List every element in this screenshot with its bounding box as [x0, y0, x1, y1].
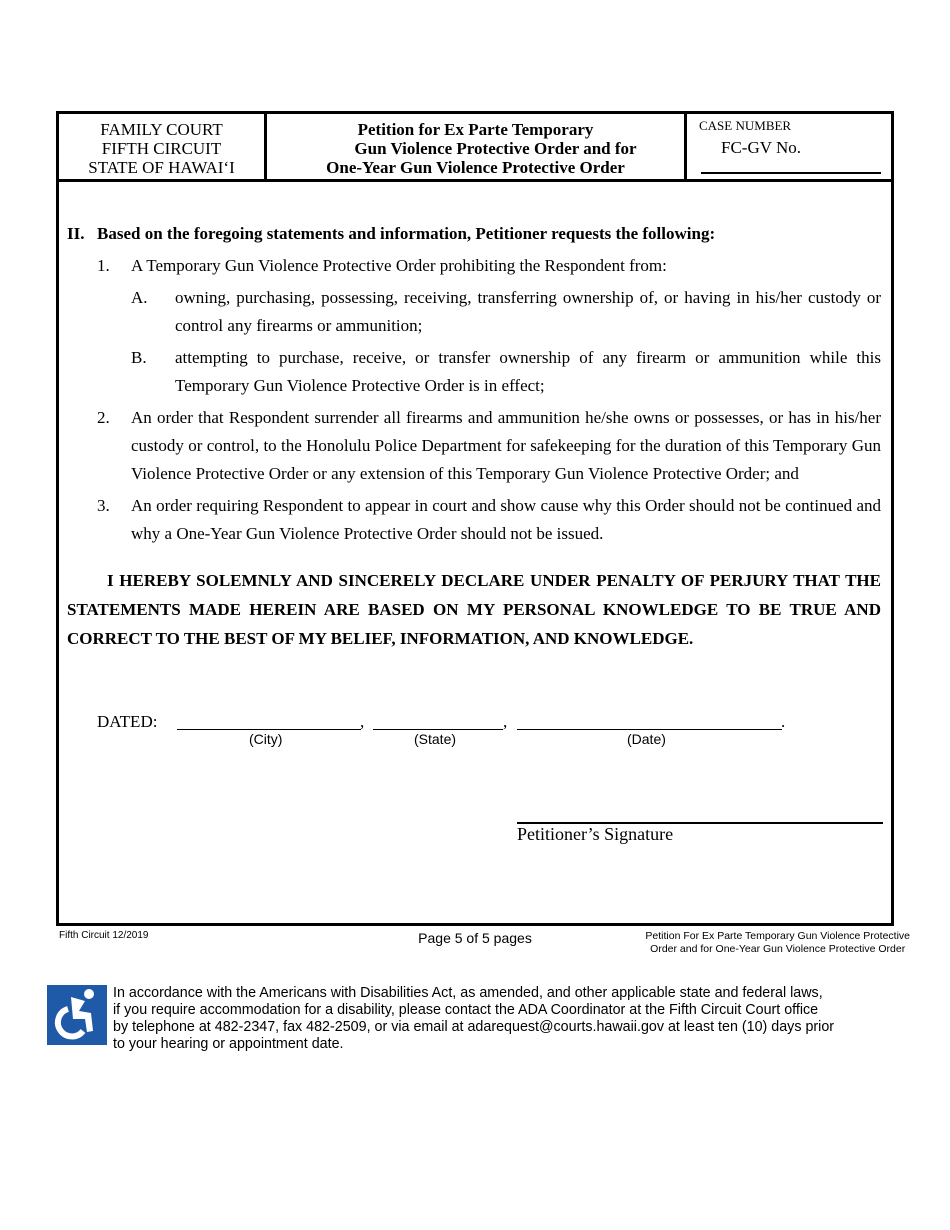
city-caption: (City): [249, 731, 283, 747]
comma: ,: [503, 712, 508, 731]
court-line: STATE OF HAWAI‘I: [88, 158, 235, 177]
list-item: [67, 252, 881, 280]
item-number: 2.: [97, 408, 110, 427]
perjury-declaration: [67, 566, 881, 653]
sub-item-letter: B.: [131, 348, 147, 367]
form-frame: [56, 111, 894, 926]
sub-item-text: attempting to purchase, receive, or transfer ownership of any firearm or ammunition while this Temporary Gun Violence Protective Order is in effect;: [175, 348, 881, 395]
date-caption: (Date): [627, 731, 666, 747]
form-revision: Fifth Circuit 12/2019: [59, 930, 149, 941]
dated-label: DATED:: [97, 712, 158, 731]
state-field[interactable]: [373, 729, 503, 730]
state-caption: (State): [414, 731, 457, 747]
sub-item-text: owning, purchasing, possessing, receiving, transferring ownership of, or having in his/her custody or control any firearms or ammunition;: [175, 288, 881, 335]
page-number: Page 5 of 5 pages: [418, 930, 532, 946]
sub-item: [67, 284, 881, 340]
ada-text: [113, 985, 893, 1053]
title-line: Gun Violence Protective Order and for: [354, 139, 637, 158]
signature-label: Petitioner’s Signature: [517, 824, 674, 844]
item-text: A Temporary Gun Violence Protective Order prohibiting the Respondent from:: [131, 256, 667, 275]
item-number: 3.: [97, 496, 110, 515]
title-line: One-Year Gun Violence Protective Order: [326, 158, 625, 177]
petition-requests: [67, 220, 881, 653]
case-number-label: CASE NUMBER: [699, 118, 792, 133]
comma: ,: [360, 712, 365, 731]
accessibility-icon: [47, 985, 107, 1045]
date-field[interactable]: [517, 729, 782, 730]
footer-form-title: [645, 930, 910, 956]
form-title: [267, 114, 687, 179]
list-item: [67, 404, 881, 488]
ada-line: if you require accommodation for a disability, please contact the ADA Coordinator at the Fifth Circuit Court office: [113, 1002, 819, 1018]
ada-line: In accordance with the Americans with Disabilities Act, as amended, and other applicable state and federal laws,: [113, 985, 823, 1001]
case-number-box: [687, 114, 891, 179]
period: .: [781, 712, 786, 731]
ada-line: by telephone at 482-2347, fax 482-2509, or via email at adarequest@courts.hawaii.gov at least ten (10) days prior: [113, 1019, 835, 1035]
footer-title-line: Petition For Ex Parte Temporary Gun Violence Protective: [645, 930, 910, 942]
case-number-prefix: FC-GV No.: [721, 138, 801, 157]
case-number-field[interactable]: [701, 172, 881, 174]
item-number: 1.: [97, 256, 110, 275]
city-field[interactable]: [177, 729, 361, 730]
declaration-text: I HEREBY SOLEMNLY AND SINCERELY DECLARE UNDER PENALTY OF PERJURY THAT THE STATEMENTS MADE HEREIN ARE BASED ON MY PERSONAL KNOWLEDGE TO BE TRUE AND CORRECT TO THE BEST OF MY BELIEF, INFORMATION, AND KNOWLEDGE.: [67, 571, 881, 648]
sub-item-letter: A.: [131, 288, 148, 307]
item-text: An order that Respondent surrender all firearms and ammunition he/she owns or possesses, or has in his/her custody or control, to the Honolulu Police Department for safekeeping for the duration of this Temporary Gun Violence Protective Order or any extension of this Temporary Gun Violence Protective Order; and: [131, 408, 881, 483]
section-number: II.: [67, 224, 85, 243]
title-line: Petition for Ex Parte Temporary: [357, 120, 594, 139]
list-item: [67, 492, 881, 548]
court-line: FIFTH CIRCUIT: [101, 139, 222, 158]
court-line: FAMILY COURT: [100, 120, 223, 139]
footer-title-line: Order and for One-Year Gun Violence Protective Order: [650, 943, 906, 955]
court-info: [59, 114, 267, 179]
section-title: [67, 220, 881, 248]
item-text: An order requiring Respondent to appear in court and show cause why this Order should not be continued and why a One-Year Gun Violence Protective Order should not be issued.: [131, 496, 881, 543]
sub-item: [67, 344, 881, 400]
ada-line: to your hearing or appointment date.: [113, 1036, 344, 1052]
section-title-text: Based on the foregoing statements and information, Petitioner requests the following:: [97, 224, 716, 243]
form-header: [59, 114, 891, 182]
